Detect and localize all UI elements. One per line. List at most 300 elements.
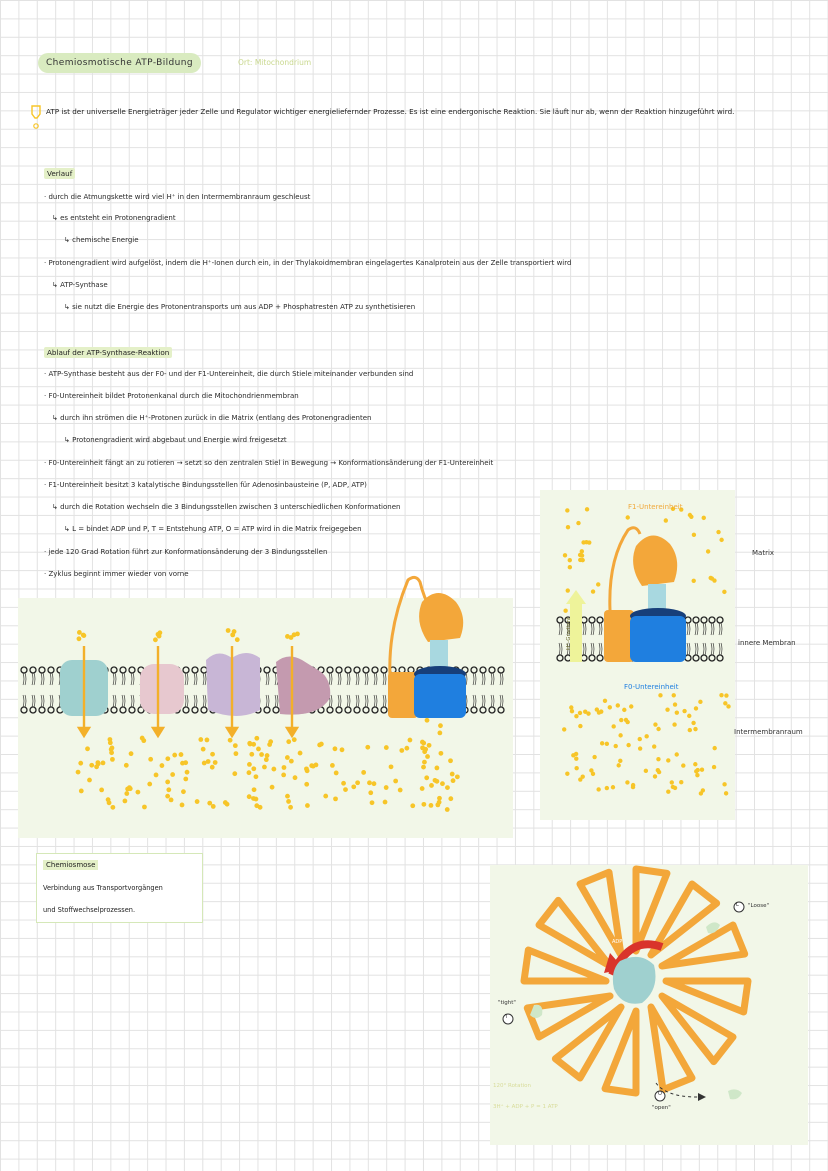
proton-dot xyxy=(422,749,427,754)
proton-dot xyxy=(719,693,723,697)
proton-dot xyxy=(185,770,190,775)
lipid-tail xyxy=(329,673,332,685)
proton-dot xyxy=(304,782,309,787)
lipid-tail xyxy=(374,695,377,707)
proton-dot xyxy=(183,777,188,782)
lipid-tail xyxy=(356,695,359,707)
proton-dot xyxy=(249,752,254,757)
lipid-tail xyxy=(203,673,206,685)
proton-dot xyxy=(440,781,445,786)
proton-dot xyxy=(95,760,100,765)
proton-dot xyxy=(333,746,338,751)
lipid-head xyxy=(336,667,342,673)
proton-dot xyxy=(712,765,716,769)
lipid-head xyxy=(693,655,699,661)
proton-dot xyxy=(254,736,259,741)
lipid-tail xyxy=(41,695,44,707)
proton-dot xyxy=(619,718,623,722)
proton-dot xyxy=(584,540,588,544)
proton-dot xyxy=(247,794,252,799)
proton-dot xyxy=(451,778,456,783)
lipid-tail xyxy=(266,695,269,707)
lipid-head xyxy=(264,667,270,673)
proton-dot xyxy=(172,753,177,758)
proton-dot xyxy=(351,784,356,789)
proton-dot xyxy=(445,807,450,812)
lipid-tail xyxy=(583,643,586,655)
proton-dot xyxy=(437,731,442,736)
lipid-tail xyxy=(711,643,714,655)
complex-4-protein xyxy=(276,656,330,714)
lipid-tail xyxy=(559,643,562,655)
lipid-head xyxy=(21,667,27,673)
proton-dot xyxy=(251,796,256,801)
lipid-head xyxy=(363,707,369,713)
proton-dot xyxy=(292,737,297,742)
ablauf-line: ↳ durch die Rotation wechseln die 3 Bindungsstellen zwischen 3 unterschiedlichen Konformationen xyxy=(52,503,401,511)
lipid-head xyxy=(21,707,27,713)
proton-dot xyxy=(673,702,677,706)
proton-dot xyxy=(448,796,453,801)
lipid-tail xyxy=(203,695,206,707)
proton-dot xyxy=(574,714,578,718)
proton-dot xyxy=(722,782,726,786)
proton-dot xyxy=(424,775,429,780)
proton-dot xyxy=(586,711,590,715)
rotation-note: 3H⁺ + ADP + P = 1 ATP xyxy=(493,1104,558,1110)
proton-dot xyxy=(389,764,394,769)
lipid-tail xyxy=(703,643,706,655)
ligand-bottom xyxy=(728,1089,742,1099)
proton-dot xyxy=(123,799,128,804)
proton-dot xyxy=(625,780,629,784)
proton-dot xyxy=(285,794,290,799)
proton-dot xyxy=(330,763,335,768)
lipid-head xyxy=(597,655,603,661)
lipid-head xyxy=(192,667,198,673)
proton-dot xyxy=(286,799,291,804)
proton-dot xyxy=(644,734,648,738)
lipid-head xyxy=(717,617,723,623)
lipid-tail xyxy=(687,643,690,655)
proton-dot xyxy=(694,769,698,773)
proton-dot xyxy=(404,746,409,751)
lipid-tail xyxy=(500,695,503,707)
lipid-tail xyxy=(599,623,602,635)
ablauf-line: · ATP-Synthase besteht aus der F0- und der F1-Untereinheit, die durch Stiele miteinander verbunden sind xyxy=(44,370,414,378)
proton-dot xyxy=(565,772,569,776)
proton-dot xyxy=(420,786,425,791)
proton-dot xyxy=(429,783,434,788)
lipid-tail xyxy=(32,673,35,685)
proton-dot xyxy=(384,745,389,750)
proton-dot xyxy=(605,742,609,746)
lipid-head xyxy=(345,707,351,713)
verlauf-heading: Verlauf xyxy=(44,168,75,179)
lipid-tail xyxy=(113,695,116,707)
matrix-label: Matrix xyxy=(752,549,775,557)
lipid-tail xyxy=(695,643,698,655)
lipid-head xyxy=(327,667,333,673)
proton-dot xyxy=(425,718,430,723)
proton-dot xyxy=(644,769,648,773)
proton-dot xyxy=(251,766,256,771)
proton-dot xyxy=(578,558,582,562)
verlauf-line: ↳ ATP-Synthase xyxy=(52,281,108,289)
proton-dot xyxy=(314,762,319,767)
proton-dot xyxy=(618,759,622,763)
proton-dot xyxy=(688,728,692,732)
proton-dot xyxy=(298,751,303,756)
proton-dot xyxy=(673,786,677,790)
proton-dot xyxy=(179,752,184,757)
proton-dot xyxy=(670,780,674,784)
proton-dot xyxy=(675,752,679,756)
proton-dot xyxy=(656,757,660,761)
lipid-head xyxy=(273,707,279,713)
proton-dot xyxy=(129,751,134,756)
proton-dot xyxy=(435,802,440,807)
proton-dot xyxy=(614,744,618,748)
proton-dot xyxy=(434,766,439,771)
proton-dot xyxy=(631,785,635,789)
lipid-head xyxy=(48,707,54,713)
proton-dot xyxy=(565,508,569,512)
lipid-head xyxy=(381,707,387,713)
lipid-tail xyxy=(347,695,350,707)
proton-dot xyxy=(166,787,171,792)
lipid-head xyxy=(30,667,36,673)
lipid-head xyxy=(709,655,715,661)
proton-dot xyxy=(698,700,702,704)
proton-dot xyxy=(262,765,267,770)
proton-dot xyxy=(76,770,81,775)
proton-dot xyxy=(205,738,210,743)
proton-dot xyxy=(664,518,668,522)
lipid-tail xyxy=(583,623,586,635)
proton-dot xyxy=(206,759,211,764)
proton-dot xyxy=(235,637,240,642)
proton-dot xyxy=(79,789,84,794)
proton-dot xyxy=(180,803,185,808)
verlauf-line: · durch die Atmungskette wird viel H⁺ in den Intermembranraum geschleust xyxy=(44,193,311,201)
proton-dot xyxy=(153,637,158,642)
proton-dot xyxy=(599,709,603,713)
lipid-head xyxy=(129,667,135,673)
proton-dot xyxy=(77,630,82,635)
proton-dot xyxy=(156,632,161,637)
f1-label: F1-Untereinheit xyxy=(628,503,683,511)
proton-dot xyxy=(427,743,432,748)
proton-dot xyxy=(201,747,206,752)
proton-dot xyxy=(679,780,683,784)
lipid-head xyxy=(264,707,270,713)
O-letter: O xyxy=(658,1091,662,1097)
lipid-tail xyxy=(185,673,188,685)
proton-dot xyxy=(626,515,630,519)
proton-dot xyxy=(136,790,141,795)
proton-dot xyxy=(355,780,360,785)
lipid-tail xyxy=(122,695,125,707)
proton-dot xyxy=(210,765,215,770)
proton-dot xyxy=(142,805,147,810)
proton-dot xyxy=(78,761,83,766)
release-arrow-head xyxy=(698,1093,706,1101)
proton-dot xyxy=(576,521,580,525)
proton-dot xyxy=(611,724,615,728)
lipid-head xyxy=(717,655,723,661)
lipid-head xyxy=(597,617,603,623)
proton-dot xyxy=(110,805,115,810)
proton-dot xyxy=(281,773,286,778)
f1-head xyxy=(419,593,463,642)
lipid-tail xyxy=(482,695,485,707)
ablauf-line: · jede 120 Grad Rotation führt zur Konformationsänderung der 3 Bindungsstellen xyxy=(44,548,328,556)
proton-dot xyxy=(207,801,212,806)
lipid-head xyxy=(701,655,707,661)
proton-dot xyxy=(638,746,642,750)
proton-dot xyxy=(563,609,567,613)
verlauf-line: ↳ chemische Energie xyxy=(64,236,139,244)
proton-dot xyxy=(210,752,215,757)
proton-dot xyxy=(625,720,629,724)
proton-dot xyxy=(148,757,153,762)
proton-dot xyxy=(622,708,626,712)
f1-head xyxy=(633,535,677,586)
proton-dot xyxy=(181,789,186,794)
lipid-head xyxy=(336,707,342,713)
proton-dot xyxy=(691,721,695,725)
lipid-head xyxy=(120,667,126,673)
proton-dot xyxy=(340,747,345,752)
lipid-tail xyxy=(23,695,26,707)
proton-dot xyxy=(370,800,375,805)
lipid-head xyxy=(471,707,477,713)
lipid-head xyxy=(129,707,135,713)
f0-label: F0-Untereinheit xyxy=(624,683,679,691)
lipid-head xyxy=(183,707,189,713)
proton-dot xyxy=(127,785,132,790)
lipid-tail xyxy=(194,695,197,707)
verlauf-line: · Protonengradient wird aufgelöst, indem die H⁺-Ionen durch ein, in der Thylakoidmembran eingelagertes Kanalprotein aus der Zelle transportiert wird xyxy=(44,259,572,267)
lipid-tail xyxy=(473,695,476,707)
lipid-head xyxy=(381,667,387,673)
proton-dot xyxy=(719,538,723,542)
proton-dot xyxy=(305,768,310,773)
T-letter: T xyxy=(505,1014,509,1020)
proton-dot xyxy=(616,763,620,767)
proton-dot xyxy=(574,756,578,760)
proton-dot xyxy=(653,722,657,726)
lipid-head xyxy=(701,617,707,623)
proton-dot xyxy=(723,701,727,705)
proton-dot xyxy=(110,746,115,751)
proton-dot xyxy=(689,515,693,519)
rotor-blade xyxy=(662,925,745,966)
proton-dot xyxy=(343,787,348,792)
proton-dot xyxy=(81,633,86,638)
proton-dot xyxy=(223,800,228,805)
proton-dot xyxy=(574,766,578,770)
proton-dot xyxy=(618,733,622,737)
lipid-tail xyxy=(500,673,503,685)
proton-dot xyxy=(270,785,275,790)
ablauf-heading: Ablauf der ATP-Synthase-Reaktion xyxy=(44,347,172,358)
central-core xyxy=(613,957,656,1004)
lipid-tail xyxy=(185,695,188,707)
proton-dot xyxy=(695,773,699,777)
proton-dot xyxy=(77,636,82,641)
proton-dot xyxy=(393,779,398,784)
proton-dot xyxy=(568,558,572,562)
ablauf-line: ↳ durch ihn strömen die H⁺-Protonen zurück in die Matrix (entlang des Protonengradienten xyxy=(52,414,372,422)
lipid-tail xyxy=(591,643,594,655)
lipid-tail xyxy=(338,673,341,685)
proton-dot xyxy=(211,804,216,809)
proton-dot xyxy=(682,709,686,713)
L-letter: L xyxy=(736,902,739,908)
proton-dot xyxy=(361,770,366,775)
proton-dot xyxy=(85,746,90,751)
proton-dot xyxy=(724,693,728,697)
proton-dot xyxy=(656,768,660,772)
proton-dot xyxy=(672,722,676,726)
proton-dot xyxy=(108,740,113,745)
lipid-tail xyxy=(591,623,594,635)
proton-dot xyxy=(653,774,657,778)
proton-dot xyxy=(383,800,388,805)
f0-rotor xyxy=(630,616,686,662)
proton-dot xyxy=(408,738,413,743)
proton-dot xyxy=(87,778,92,783)
proton-dot xyxy=(286,739,291,744)
proton-dot xyxy=(692,579,696,583)
proton-dot xyxy=(433,778,438,783)
proton-dot xyxy=(334,771,339,776)
proton-dot xyxy=(687,714,691,718)
proton-dot xyxy=(265,753,270,758)
proton-dot xyxy=(585,507,589,511)
proton-dot xyxy=(589,768,593,772)
proton-dot xyxy=(578,711,582,715)
lipid-head xyxy=(498,707,504,713)
proton-dot xyxy=(372,781,377,786)
proton-dot xyxy=(566,525,570,529)
ablauf-line: · Zyklus beginnt immer wieder von vorne xyxy=(44,570,189,578)
lipid-head xyxy=(345,667,351,673)
lipid-head xyxy=(557,617,563,623)
proton-dot xyxy=(367,780,372,785)
stator-block xyxy=(388,672,418,718)
lipid-head xyxy=(557,655,563,661)
proton-dot xyxy=(317,743,322,748)
lipid-tail xyxy=(365,695,368,707)
proton-dot xyxy=(154,773,159,778)
proton-dot xyxy=(693,762,697,766)
proton-dot xyxy=(716,530,720,534)
proton-dot xyxy=(421,765,426,770)
lipid-tail xyxy=(482,673,485,685)
proton-dot xyxy=(708,576,712,580)
proton-dot xyxy=(288,805,293,810)
proton-dot xyxy=(672,693,676,697)
proton-dot xyxy=(569,705,573,709)
lipid-tail xyxy=(559,623,562,635)
lipid-tail xyxy=(275,695,278,707)
proton-dot xyxy=(439,751,444,756)
proton-dot xyxy=(422,760,427,765)
proton-dot xyxy=(293,775,298,780)
lipid-tail xyxy=(41,673,44,685)
proton-dot xyxy=(608,705,612,709)
proton-dot xyxy=(652,744,656,748)
lipid-tail xyxy=(719,623,722,635)
lipid-head xyxy=(201,667,207,673)
lipid-tail xyxy=(194,673,197,685)
proton-dot xyxy=(596,582,600,586)
proton-dot xyxy=(254,774,259,779)
proton-dot xyxy=(712,746,716,750)
proton-dot xyxy=(568,565,572,569)
proton-dot xyxy=(169,797,174,802)
lipid-head xyxy=(372,707,378,713)
complex-2-protein xyxy=(140,664,184,714)
rotor-blade xyxy=(651,1007,692,1090)
proton-dot xyxy=(183,760,188,765)
lipid-head xyxy=(111,667,117,673)
proton-dot xyxy=(282,765,287,770)
lipid-tail xyxy=(266,673,269,685)
lipid-head xyxy=(709,617,715,623)
proton-dot xyxy=(563,553,567,557)
ablauf-line: · F0-Untereinheit bildet Protonenkanal durch die Mitochondrienmembran xyxy=(44,392,299,400)
proton-dot xyxy=(109,750,114,755)
lipid-tail xyxy=(374,673,377,685)
lipid-head xyxy=(48,667,54,673)
lipid-tail xyxy=(131,695,134,707)
proton-dot xyxy=(605,786,609,790)
proton-dot xyxy=(681,763,685,767)
ablauf-line: ↳ Protonengradient wird abgebaut und Energie wird freigesetzt xyxy=(64,436,287,444)
lipid-tail xyxy=(365,673,368,685)
lipid-tail xyxy=(50,673,53,685)
proton-dot xyxy=(611,785,615,789)
proton-dot xyxy=(570,709,574,713)
proton-dot xyxy=(455,774,460,779)
lipid-tail xyxy=(383,695,386,707)
proton-dot xyxy=(106,797,111,802)
proton-dot xyxy=(292,632,297,637)
proton-dot xyxy=(248,742,253,747)
proton-dot xyxy=(323,794,328,799)
proton-dot xyxy=(712,578,716,582)
lipid-head xyxy=(183,667,189,673)
f0-rotor xyxy=(414,674,466,718)
proton-dot xyxy=(140,736,145,741)
lipid-head xyxy=(354,667,360,673)
lipid-head xyxy=(489,707,495,713)
ablauf-line: · F0-Untereinheit fängt an zu rotieren → setzt so den zentralen Stiel in Bewegung → Konformationsänderung der F1-Untereinheit xyxy=(44,459,494,467)
proton-dot xyxy=(421,741,426,746)
ablauf-line: ↳ L = bindet ADP und P, T = Entstehung ATP, O = ATP wird in die Matrix freigegeben xyxy=(64,525,362,533)
lipid-tail xyxy=(23,673,26,685)
proton-dot xyxy=(592,755,596,759)
lipid-head xyxy=(111,707,117,713)
proton-dot xyxy=(365,745,370,750)
lipid-head xyxy=(39,667,45,673)
proton-dot xyxy=(693,727,697,731)
proton-dot xyxy=(89,763,94,768)
